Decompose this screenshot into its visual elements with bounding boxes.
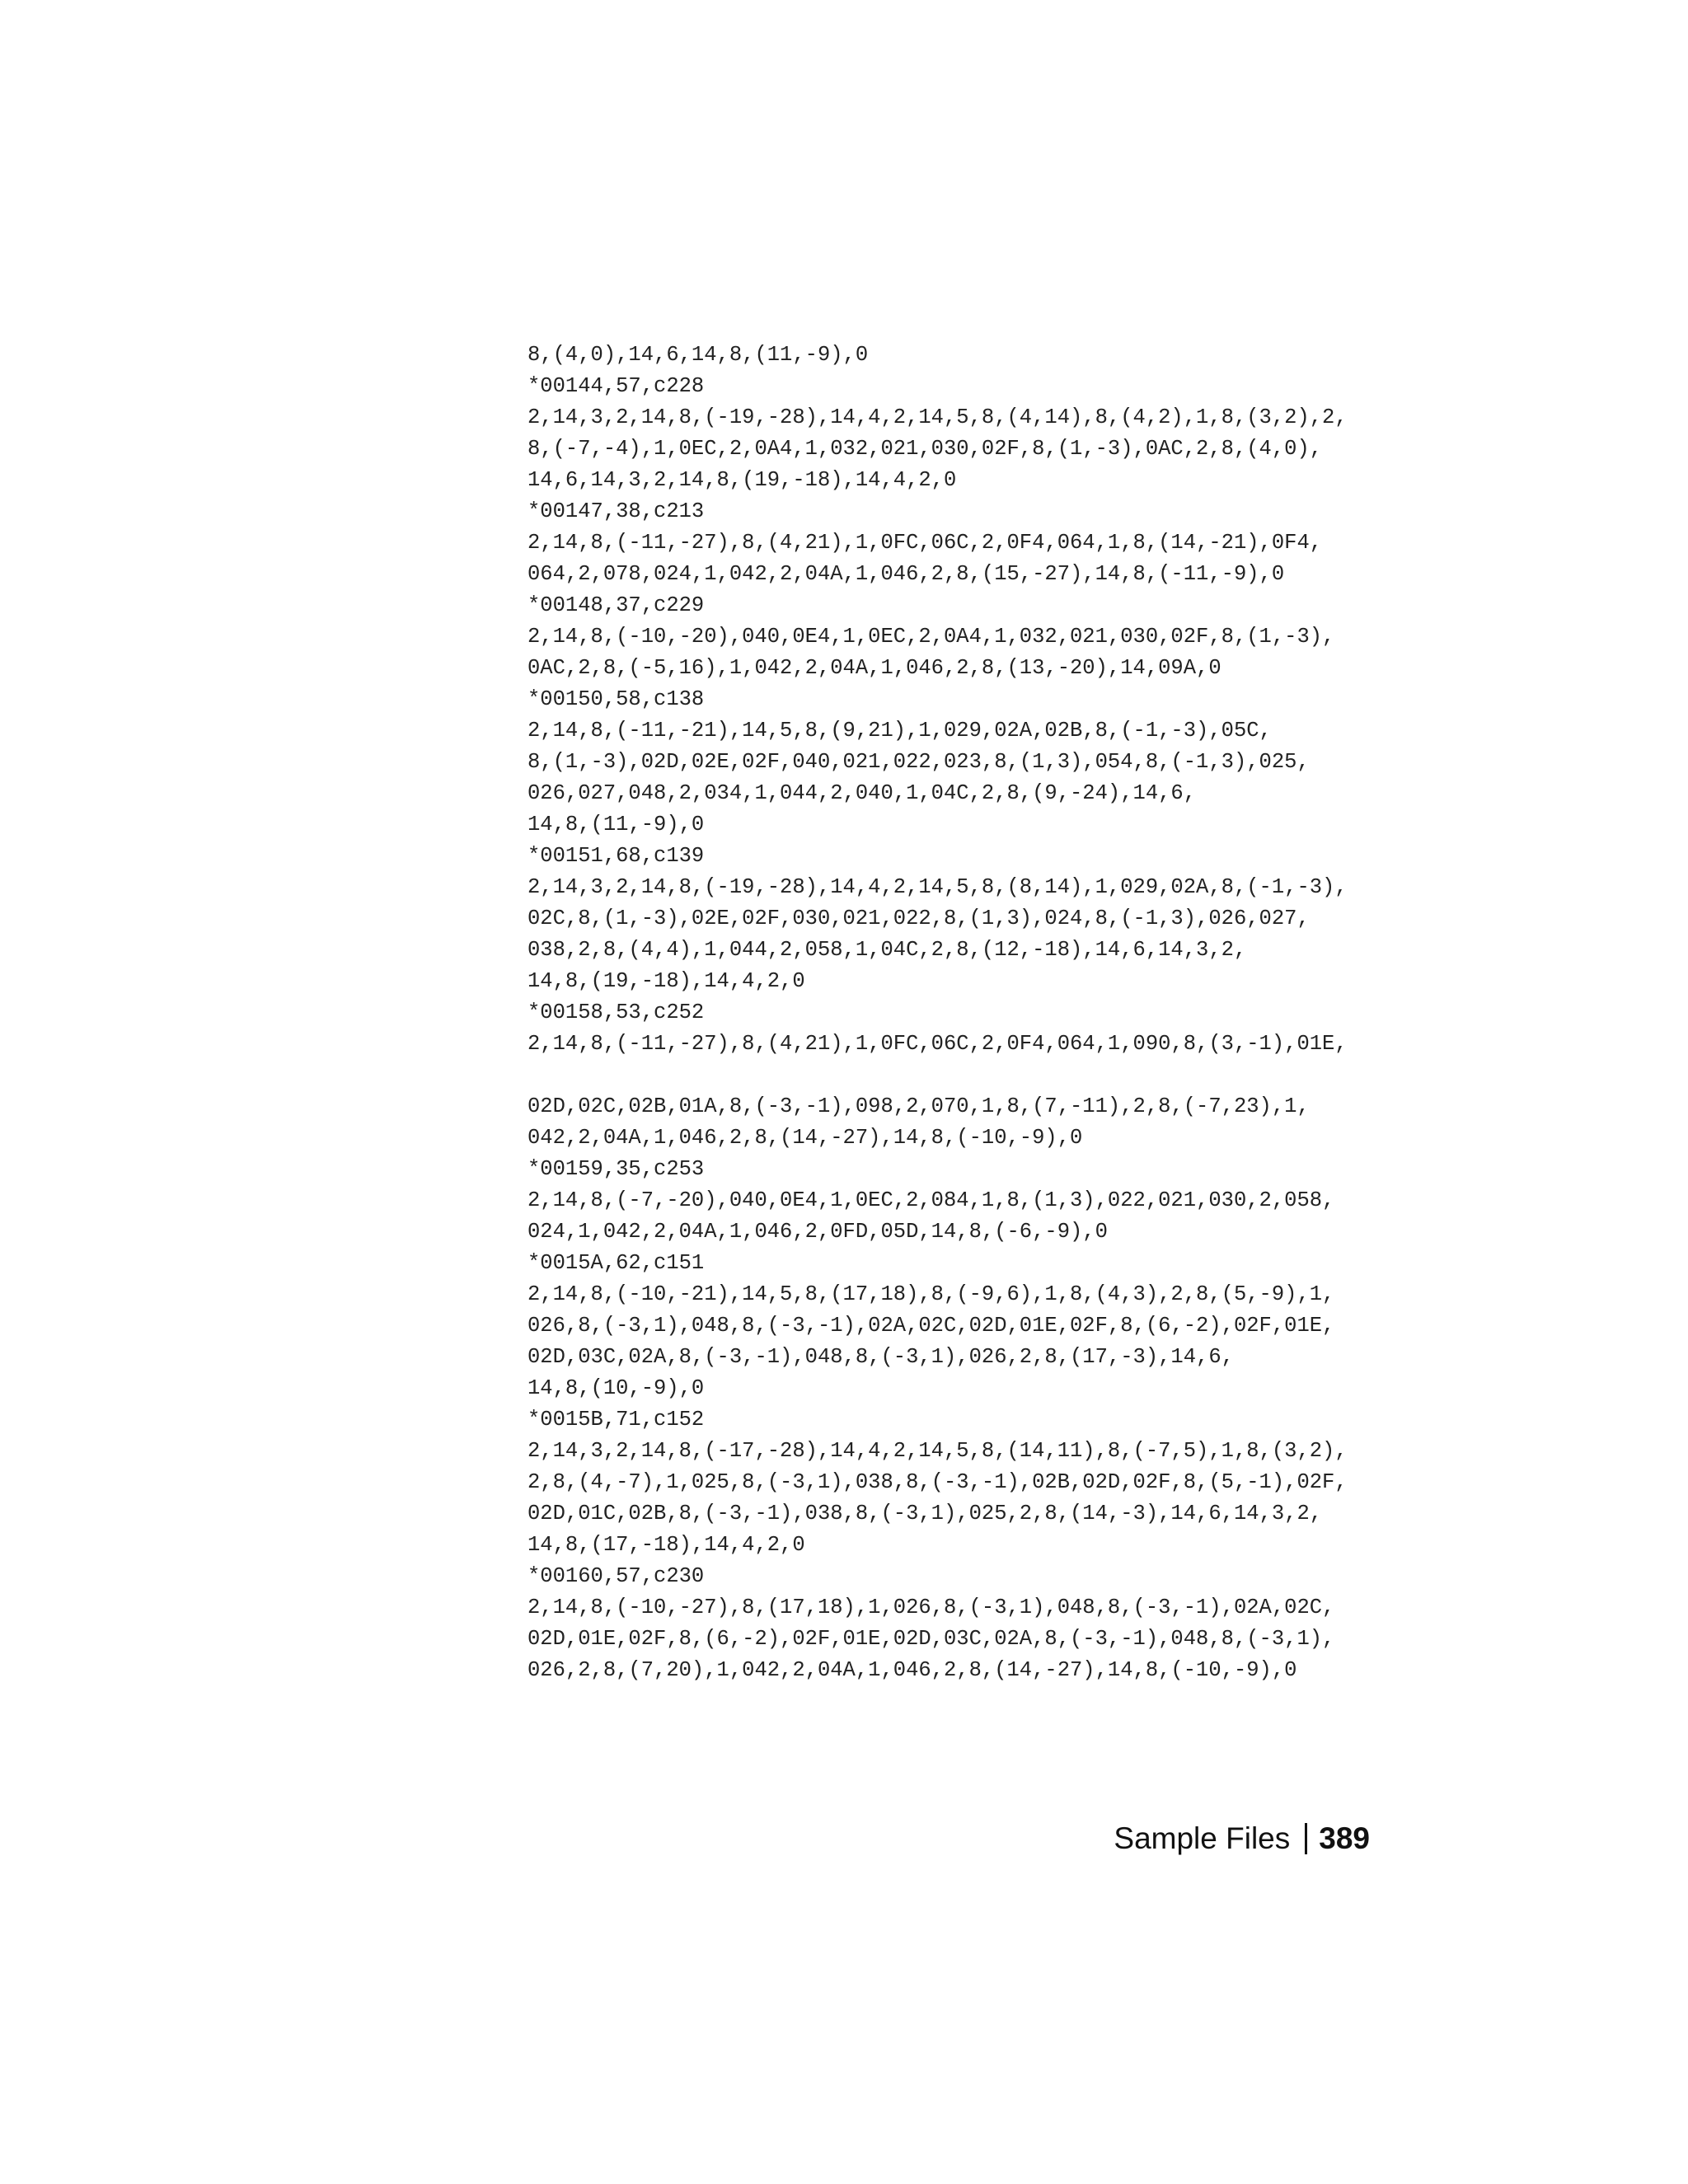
page-number: 389 xyxy=(1319,1821,1370,1855)
code-line: 2,14,8,(-11,-27),8,(4,21),1,0FC,06C,2,0F4,064,1,090,8,(3,-1),01E, xyxy=(528,1032,1348,1056)
code-line: 0AC,2,8,(-5,16),1,042,2,04A,1,046,2,8,(13,-20),14,09A,0 xyxy=(528,656,1221,680)
code-line: 2,14,8,(-7,-20),040,0E4,1,0EC,2,084,1,8,(1,3),022,021,030,2,058, xyxy=(528,1188,1335,1212)
code-line: 2,14,3,2,14,8,(-19,-28),14,4,2,14,5,8,(8,14),1,029,02A,8,(-1,-3), xyxy=(528,875,1348,899)
code-line: *00144,57,c228 xyxy=(528,374,705,398)
code-line: 14,8,(19,-18),14,4,2,0 xyxy=(528,969,805,993)
code-line: 14,8,(10,-9),0 xyxy=(528,1376,705,1400)
code-line: *00150,58,c138 xyxy=(528,687,705,711)
code-line: 14,8,(11,-9),0 xyxy=(528,813,705,837)
code-line: 2,14,8,(-10,-27),8,(17,18),1,026,8,(-3,1),048,8,(-3,-1),02A,02C, xyxy=(528,1596,1335,1619)
code-line: *00147,38,c213 xyxy=(528,499,705,523)
code-line: 14,8,(17,-18),14,4,2,0 xyxy=(528,1533,805,1557)
code-line: 026,027,048,2,034,1,044,2,040,1,04C,2,8,(9,-24),14,6, xyxy=(528,781,1197,805)
code-line: 02D,02C,02B,01A,8,(-3,-1),098,2,070,1,8,(7,-11),2,8,(-7,23),1, xyxy=(528,1094,1310,1118)
code-line: *00159,35,c253 xyxy=(528,1157,705,1181)
code-line: 026,2,8,(7,20),1,042,2,04A,1,046,2,8,(14,-27),14,8,(-10,-9),0 xyxy=(528,1658,1297,1682)
code-line: *00158,53,c252 xyxy=(528,1001,705,1024)
code-line: 2,14,8,(-10,-21),14,5,8,(17,18),8,(-9,6),1,8,(4,3),2,8,(5,-9),1, xyxy=(528,1282,1335,1306)
code-line: 14,6,14,3,2,14,8,(19,-18),14,4,2,0 xyxy=(528,468,957,492)
code-line: *0015A,62,c151 xyxy=(528,1251,705,1275)
code-line: 2,8,(4,-7),1,025,8,(-3,1),038,8,(-3,-1),02B,02D,02F,8,(5,-1),02F, xyxy=(528,1470,1348,1494)
code-line: 2,14,8,(-10,-20),040,0E4,1,0EC,2,0A4,1,032,021,030,02F,8,(1,-3), xyxy=(528,625,1335,649)
code-line: *00151,68,c139 xyxy=(528,844,705,868)
footer-separator xyxy=(1305,1823,1307,1854)
code-line: 02C,8,(1,-3),02E,02F,030,021,022,8,(1,3),024,8,(-1,3),026,027, xyxy=(528,907,1310,930)
code-line: 8,(-7,-4),1,0EC,2,0A4,1,032,021,030,02F,8,(1,-3),0AC,2,8,(4,0), xyxy=(528,437,1323,461)
code-line: 8,(4,0),14,6,14,8,(11,-9),0 xyxy=(528,343,869,367)
code-line: *0015B,71,c152 xyxy=(528,1408,705,1432)
code-line: 024,1,042,2,04A,1,046,2,0FD,05D,14,8,(-6,-9),0 xyxy=(528,1220,1108,1244)
code-line: 02D,01E,02F,8,(6,-2),02F,01E,02D,03C,02A,8,(-3,-1),048,8,(-3,1), xyxy=(528,1627,1335,1651)
code-line xyxy=(528,1060,1632,1091)
code-line: 064,2,078,024,1,042,2,04A,1,046,2,8,(15,-27),14,8,(-11,-9),0 xyxy=(528,562,1285,586)
code-line: 2,14,8,(-11,-21),14,5,8,(9,21),1,029,02A,02B,8,(-1,-3),05C, xyxy=(528,719,1272,743)
code-line: *00148,37,c229 xyxy=(528,593,705,617)
code-line: 026,8,(-3,1),048,8,(-3,-1),02A,02C,02D,01E,02F,8,(6,-2),02F,01E, xyxy=(528,1314,1335,1338)
code-line: 8,(1,-3),02D,02E,02F,040,021,022,023,8,(1,3),054,8,(-1,3),025, xyxy=(528,750,1310,774)
code-line: 042,2,04A,1,046,2,8,(14,-27),14,8,(-10,-9),0 xyxy=(528,1126,1083,1150)
code-listing xyxy=(528,340,1632,1686)
code-line: *00160,57,c230 xyxy=(528,1564,705,1588)
code-line: 2,14,3,2,14,8,(-17,-28),14,4,2,14,5,8,(14,11),8,(-7,5),1,8,(3,2), xyxy=(528,1439,1348,1463)
footer-section-title: Sample Files xyxy=(1114,1821,1291,1855)
page-footer xyxy=(1114,1821,1370,1856)
code-line: 2,14,3,2,14,8,(-19,-28),14,4,2,14,5,8,(4,14),8,(4,2),1,8,(3,2),2, xyxy=(528,405,1348,429)
code-line: 2,14,8,(-11,-27),8,(4,21),1,0FC,06C,2,0F4,064,1,8,(14,-21),0F4, xyxy=(528,531,1323,555)
code-line: 02D,01C,02B,8,(-3,-1),038,8,(-3,1),025,2,8,(14,-3),14,6,14,3,2, xyxy=(528,1502,1323,1526)
code-line: 038,2,8,(4,4),1,044,2,058,1,04C,2,8,(12,-18),14,6,14,3,2, xyxy=(528,938,1247,962)
code-line: 02D,03C,02A,8,(-3,-1),048,8,(-3,1),026,2,8,(17,-3),14,6, xyxy=(528,1345,1234,1369)
